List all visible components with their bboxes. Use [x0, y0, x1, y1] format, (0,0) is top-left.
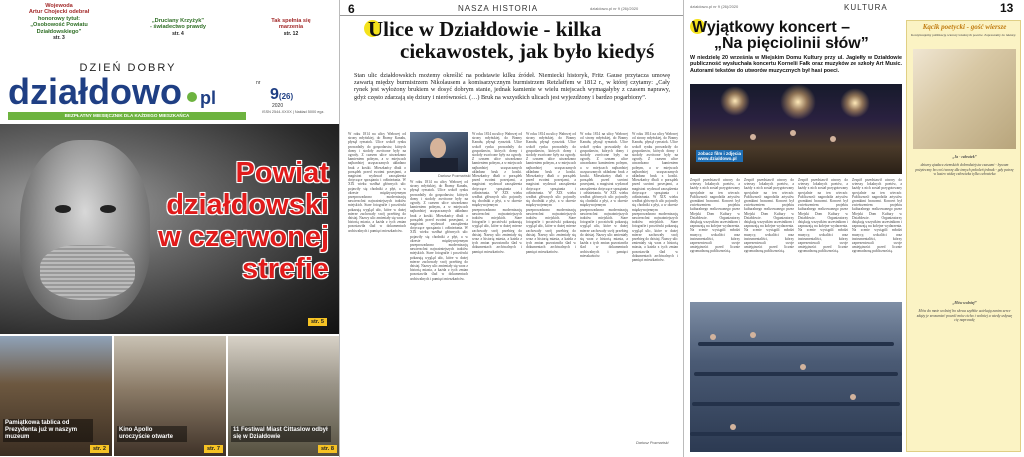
- issue-sub: (26): [278, 92, 294, 101]
- article-headline-2: ciekawostek, jak było kiedyś: [400, 39, 655, 63]
- seat-row-1: [698, 342, 894, 346]
- body-column-1: [348, 132, 406, 450]
- concert-column-3-text: Zespół przedstawił utwory do wierszy lokalnych poetów, a każdy z nich został przygotowany specjalnie na ten wieczór. Publiczność nagrodziła artystów gromkimi brawami. Koncert był zwieńczeniem projektu kulturalnego realizowanego przez Miejski Dom Kultury w Działdowie. Organizatorzy dziękują wszystkim uczestnikom i zapraszają na kolejne wydarzenia. Na scenie wystąpili młodzi muzycy, wokaliści oraz instrumentaliści, którzy zaprezentowali swoje umiejętności przed licznie zgromadzoną publicznością.: [798, 178, 848, 254]
- body-column-5-text: W roku 1814 na ulicy Wałowej od strony młyńskiej, do Bramy Kanału, płynął rynsztok. Ulice wokół rynku prowadziły do gospodarstw, których domy i stodoły zwrócone były na ogrody. Z czasem ulice utwardzano kamieniem polnym, a w miejscach najbardziej uczęszczanych układano bruk z kostki. Mieszkańcy dbali o porządek przed swoimi posesjami, a magistrat wydawał zarządzenia dotyczące sprzątania i odśnieżania. W XIX wieku wzdłuż głównych ulic pojawiły się chodniki z płyt, a w okresie międzywojennym przeprowadzono modernizację nawierzchni najważniejszych traktów miejskich. Stare fotografie i pocztówki pokazują wygląd ulic, które w dużej mierze zachowały swój przebieg do dzisiaj. Nazwy ulic zmieniały się wraz z historią miasta, a każda z tych zmian pozostawiła ślad w dokumentach archiwalnych i pamięci mieszkańców.: [580, 132, 628, 258]
- cover-eye-right: [100, 205, 116, 213]
- concert-stage-photo: [690, 84, 902, 174]
- author-portrait: [410, 132, 468, 172]
- cover-mask-image: [40, 245, 135, 300]
- culture-page: [684, 0, 1024, 457]
- teaser-1-line2: Artur Chojecki odebrał: [28, 9, 90, 16]
- body-column-4: [526, 132, 576, 450]
- teaser-2-line1: „Druciany Krzyżyk”: [151, 18, 205, 24]
- section-title: NASZA HISTORIA: [458, 4, 539, 13]
- cover-headline-1: Powiat: [235, 157, 329, 189]
- article-lead: Stan ulic działdowskich możemy określić na podstawie kilku źródeł. Niemiecki historyk, Fritz Gause przytacza umowę zawartą między burmistrzem Nikolausem a komisarzycznym burmistrzem Retzlaffem w 1812 r., w której czytamy: „Cały rynek jest wyłożony brukiem w dosyć dobrym stanie, jednak kamienie w wielu miejscach wymagałyby z czasem naprawy, gdyż często zdarzają się dziury i nierówności. (…) Bruk na wszystkich ulicach jest wyjezdżony i bardzo pogarbiony”.: [354, 72, 670, 101]
- concert-column-4-text: Zespół przedstawił utwory do wierszy lokalnych poetów, a każdy z nich został przygotowany specjalnie na ten wieczór. Publiczność nagrodziła artystów gromkimi brawami. Koncert był zwieńczeniem projektu kulturalnego realizowanego przez Miejski Dom Kultury w Działdowie. Organizatorzy dziękują wszystkim uczestnikom i zapraszają na kolejne wydarzenia. Na scenie wystąpili młodzi muzycy, wokaliści oraz instrumentaliści, którzy zaprezentowali swoje umiejętności przed licznie zgromadzoną publicznością.: [852, 178, 902, 254]
- poem-1-body: dziwny zjadacz ziemskich dobrodziejstw czasami - bywam pożyteczny bo coś tworzę dla innych pokoleń jednak - gdy patrzę w lustro widzę człowieka tylko człowieka: [915, 163, 1014, 177]
- teaser-3-line2: marzenia: [278, 24, 304, 31]
- photo-credit-text: zobacz film i zdjęcia: [698, 151, 742, 156]
- audience-head-3: [800, 364, 806, 370]
- cover-headline-4: strefie: [241, 253, 329, 285]
- body-column-1-text: W roku 1814 na ulicy Wałowej od strony młyńskiej, do Bramy Kanału, płynął rynsztok. Ulice wokół rynku prowadziły do gospodarstw, których domy i stodoły zwrócone były na ogrody. Z czasem ulice utwardzano kamieniem polnym, a w miejscach najbardziej uczęszczanych układano bruk z kostki. Mieszkańcy dbali o porządek przed swoimi posesjami, a magistrat wydawał zarządzenia dotyczące sprzątania i odśnieżania. W XIX wieku wzdłuż głównych ulic pojawiły się chodniki z płyt, a w okresie międzywojennym przeprowadzono modernizację nawierzchni najważniejszych traktów miejskich. Stare fotografie i pocztówki pokazują wygląd ulic, które w dużej mierze zachowały swój przebieg do dzisiaj. Nazwy ulic zmieniały się wraz z historią miasta, a każda z tych zmian pozostawiła ślad w dokumentach archiwalnych i pamięci mieszkańców.: [348, 132, 406, 233]
- performer-2: [790, 130, 796, 136]
- stage-light-2: [780, 84, 816, 120]
- issue-year: 2020: [272, 103, 284, 109]
- thumb-1-caption: Pamiątkowa tablica od Prezydenta już w naszym muzeum: [3, 419, 93, 442]
- masthead-logo: działdowo: [8, 71, 182, 112]
- running-head-3: dzialdowo.pl nr 9 (26)/2020: [690, 4, 739, 9]
- headline-rest-1: lice w Działdowie - kilka: [383, 17, 602, 41]
- article-signature: Dariusz Pozmański: [636, 441, 669, 445]
- thumb-3[interactable]: [228, 336, 340, 456]
- teaser-1[interactable]: [4, 3, 114, 41]
- audience-head-2: [750, 332, 756, 338]
- poetry-illustration: [913, 49, 1016, 149]
- running-head: dzialdowo.pl nr 9 (26)/2020: [590, 6, 639, 11]
- thumb-2-caption: Kino Apollo uroczyście otwarte: [117, 426, 187, 442]
- teaser-1-line1: Wojewoda: [45, 3, 73, 9]
- masthead-top: DZIEŃ DOBRY: [79, 62, 177, 74]
- poem-1-title: „Ja - człowiek”: [952, 155, 977, 159]
- body-column-3: [472, 132, 522, 450]
- performer-1: [750, 134, 756, 140]
- teaser-2-page: str. 4: [172, 30, 184, 37]
- concert-column-2-text: Zespół przedstawił utwory do wierszy lokalnych poetów, a każdy z nich został przygotowany specjalnie na ten wieczór. Publiczność nagrodziła artystów gromkimi brawami. Koncert był zwieńczeniem projektu kulturalnego realizowanego przez Miejski Dom Kultury w Działdowie. Organizatorzy dziękują wszystkim uczestnikom i zapraszają na kolejne wydarzenia. Na scenie wystąpili młodzi muzycy, wokaliści oraz instrumentaliści, którzy zaprezentowali swoje umiejętności przed licznie zgromadzoną publicznością.: [744, 178, 794, 254]
- concert-column-1-text: Zespół przedstawił utwory do wierszy lokalnych poetów, a każdy z nich został przygotowany specjalnie na ten wieczór. Publiczność nagrodziła artystów gromkimi brawami. Koncert był zwieńczeniem projektu kulturalnego realizowanego przez Miejski Dom Kultury w Działdowie. Organizatorzy dziękują wszystkim uczestnikom i zapraszają na kolejne wydarzenia. Na scenie wystąpili młodzi muzycy, wokaliści oraz instrumentaliści, którzy zaprezentowali swoje umiejętności przed licznie zgromadzoną publicznością.: [690, 178, 740, 254]
- concert-headline-1: [692, 20, 902, 36]
- poetry-title: Kącik poetycki - gość wiersze: [922, 23, 1007, 31]
- stage-light-3: [840, 88, 870, 118]
- body-column-3-text: W roku 1814 na ulicy Wałowej od strony młyńskiej, do Bramy Kanału, płynął rynsztok. Ulice wokół rynku prowadziły do gospodarstw, których domy i stodoły zwrócone były na ogrody. Z czasem ulice utwardzano kamieniem polnym, a w miejscach najbardziej uczęszczanych układano bruk z kostki. Mieszkańcy dbali o porządek przed swoimi posesjami, a magistrat wydawał zarządzenia dotyczące sprzątania i odśnieżania. W XIX wieku wzdłuż głównych ulic pojawiły się chodniki z płyt, a w okresie międzywojennym przeprowadzono modernizację nawierzchni najważniejszych traktów miejskich. Stare fotografie i pocztówki pokazują wygląd ulic, które w dużej mierze zachowały swój przebieg do dzisiaj. Nazwy ulic zmieniały się wraz z historią miasta, a każda z tych zmian pozostawiła ślad w dokumentach archiwalnych i pamięci mieszkańców.: [472, 132, 522, 254]
- teaser-2[interactable]: [128, 18, 228, 37]
- poetry-intro-text: Kontynuujemy publikację wierszy lokalnych poetów. Zapraszamy do lektury.: [911, 33, 1017, 37]
- teaser-2-line2: - świadectwo prawdy: [150, 24, 206, 31]
- issue-number: [270, 86, 293, 104]
- seat-row-3: [692, 402, 900, 406]
- headline-rest-3: yjątkowy koncert –: [706, 19, 850, 36]
- portrait-caption: Dariusz Pozmański: [438, 174, 471, 178]
- thumb-3-caption: 11 Festiwal Miast Cittaslow odbył się w Działdowie: [231, 426, 331, 442]
- body-column-6-text: W roku 1814 na ulicy Wałowej od strony młyńskiej, do Bramy Kanału, płynął rynsztok. Ulice wokół rynku prowadziły do gospodarstw, których domy i stodoły zwrócone były na ogrody. Z czasem ulice utwardzano kamieniem polnym, a w miejscach najbardziej uczęszczanych układano bruk z kostki. Mieszkańcy dbali o porządek przed swoimi posesjami, a magistrat wydawał zarządzenia dotyczące sprzątania i odśnieżania. W XIX wieku wzdłuż głównych ulic pojawiły się chodniki z płyt, a w okresie międzywojennym przeprowadzono modernizację nawierzchni najważniejszych traktów miejskich. Stare fotografie i pocztówki pokazują wygląd ulic, które w dużej mierze zachowały swój przebieg do dzisiaj. Nazwy ulic zmieniały się wraz z historią miasta, a każda z tych zmian pozostawiła ślad w dokumentach archiwalnych i pamięci mieszkańców.: [632, 132, 678, 263]
- history-page: [340, 0, 684, 457]
- body-column-2-text: W roku 1814 na ulicy Wałowej od strony młyńskiej, do Bramy Kanału, płynął rynsztok. Ulice wokół rynku prowadziły do gospodarstw, których domy i stodoły zwrócone były na ogrody. Z czasem ulice utwardzano kamieniem polnym, a w miejscach najbardziej uczęszczanych układano bruk z kostki. Mieszkańcy dbali o porządek przed swoimi posesjami, a magistrat wydawał zarządzenia dotyczące sprzątania i odśnieżania. W XIX wieku wzdłuż głównych ulic pojawiły się chodniki z płyt, a w okresie międzywojennym przeprowadzono modernizację nawierzchni najważniejszych traktów miejskich. Stare fotografie i pocztówki pokazują wygląd ulic, które w dużej mierze zachowały swój przebieg do dzisiaj. Nazwy ulic zmieniały się wraz z historią miasta, a każda z tych zmian pozostawiła ślad w dokumentach archiwalnych i pamięci mieszkańców.: [410, 180, 468, 281]
- body-column-2: [410, 180, 468, 450]
- poetry-box: [906, 20, 1021, 452]
- thumb-1-page: str. 2: [90, 445, 109, 453]
- thumb-1[interactable]: [0, 336, 112, 456]
- concert-column-3: [798, 178, 848, 298]
- concert-headline-2: „Na pięciolinii słów”: [714, 35, 869, 52]
- body-column-5: [580, 132, 628, 450]
- headline-dropcap-3: W: [692, 19, 707, 36]
- poetry-intro: [911, 33, 1018, 47]
- issue-meta: ISSN 2544-XXXX | Nakład 5000 egz.: [262, 110, 325, 114]
- body-column-6: [632, 132, 678, 438]
- cover-eye-left: [55, 205, 71, 213]
- headline-dropcap: U: [368, 17, 384, 41]
- issue-main: 9: [270, 86, 279, 103]
- teaser-1-page: str. 3: [53, 35, 65, 42]
- stage-light-1: [720, 86, 750, 116]
- masthead-dot-icon: [187, 92, 197, 102]
- thumb-3-page: str. 8: [318, 445, 337, 453]
- article-headline-1: [368, 18, 678, 40]
- teaser-1-line4: „Osobowość Powiatu: [30, 22, 88, 29]
- concert-column-2: [744, 178, 794, 298]
- concert-column-4: [852, 178, 902, 298]
- teaser-3-page: str. 12: [283, 30, 299, 37]
- cover-headline-2: działdowski: [166, 189, 329, 221]
- masthead-suffix: pl: [200, 88, 216, 108]
- masthead-subtitle: BEZPŁATNY MIESIĘCZNIK DLA KAŻDEGO MIESZKAŃCA: [64, 113, 190, 118]
- teaser-1-line5: Działdowskiego”: [36, 28, 82, 35]
- cover-headline-3: w czerwonej: [158, 221, 329, 253]
- audience-head-4: [850, 394, 856, 400]
- page-number-3: 13: [1000, 1, 1014, 15]
- page-number: 6: [348, 2, 355, 16]
- portrait-suit: [420, 158, 458, 172]
- concert-lead: W niedzielę 20 września w Miejskim Domu Kultury przy ul. Jagiełły w Działdowie publiczność wysłuchała koncertu Kornelii Fałk oraz muzyków ze szkoły Art Music. Autorami tekstów do utworów muzycznych był hasi poeci.: [690, 55, 902, 74]
- photo-url: www.dzialdowo.pl: [698, 156, 737, 162]
- audience-head-1: [710, 334, 716, 340]
- cover-page: [0, 0, 340, 457]
- seat-row-2: [694, 372, 898, 376]
- audience-photo: [690, 302, 902, 452]
- concert-column-1: [690, 178, 740, 298]
- teaser-1-line3: honorowy tytuł:: [38, 15, 80, 22]
- thumb-2-page: str. 7: [204, 445, 223, 453]
- teaser-3-line1: Tak spełnia się: [271, 18, 311, 24]
- issue-nr-label: nr: [256, 80, 261, 86]
- portrait-face: [430, 138, 446, 158]
- performer-3: [830, 136, 836, 142]
- photo-credit[interactable]: [696, 150, 743, 162]
- cover-page-badge[interactable]: str. 5: [308, 318, 327, 326]
- section-title-3: KULTURA: [844, 3, 888, 12]
- thumb-2[interactable]: [114, 336, 226, 456]
- poem-2-body: Mów do mnie wolniej bo słowa szybkie uciekają zanim serce zdąży je zrozumieć powoli mów cicho i wolniej a wtedy usłyszę cię naprawdę: [916, 309, 1013, 323]
- poem-2-title: „Mów wolniej”: [952, 301, 977, 305]
- seat-row-4: [690, 432, 902, 436]
- audience-head-5: [730, 424, 736, 430]
- body-column-4-text: W roku 1814 na ulicy Wałowej od strony młyńskiej, do Bramy Kanału, płynął rynsztok. Ulice wokół rynku prowadziły do gospodarstw, których domy i stodoły zwrócone były na ogrody. Z czasem ulice utwardzano kamieniem polnym, a w miejscach najbardziej uczęszczanych układano bruk z kostki. Mieszkańcy dbali o porządek przed swoimi posesjami, a magistrat wydawał zarządzenia dotyczące sprzątania i odśnieżania. W XIX wieku wzdłuż głównych ulic pojawiły się chodniki z płyt, a w okresie międzywojennym przeprowadzono modernizację nawierzchni najważniejszych traktów miejskich. Stare fotografie i pocztówki pokazują wygląd ulic, które w dużej mierze zachowały swój przebieg do dzisiaj. Nazwy ulic zmieniały się wraz z historią miasta, a każda z tych zmian pozostawiła ślad w dokumentach archiwalnych i pamięci mieszkańców.: [526, 132, 576, 254]
- teaser-3[interactable]: [246, 18, 336, 37]
